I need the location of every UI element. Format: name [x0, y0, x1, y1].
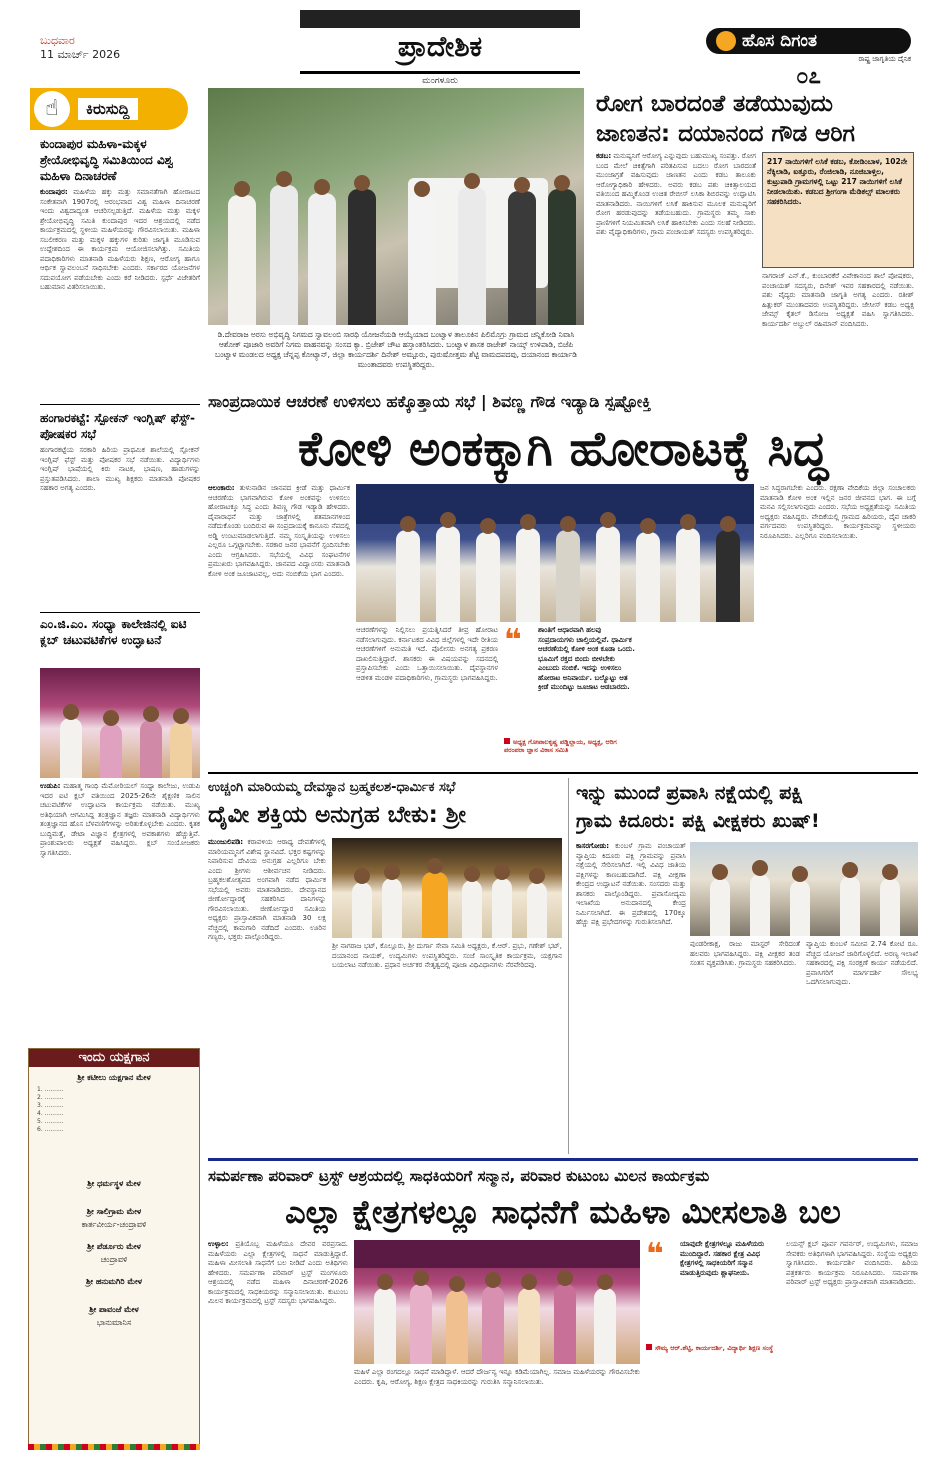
yakshagana-title: ಇಂದು ಯಕ್ಷಗಾನ — [29, 1049, 199, 1067]
top-story-text: ಮನುಷ್ಯನಿಗೆ ಆರೋಗ್ಯ ಎನ್ನುವುದು ಬಹುಮುಖ್ಯ ಸಂಪತ್ತು. ರೋಗ ಬಂದ ಮೇಲೆ ಚಿಕಿತ್ಸೆಗಾಗಿ ಪರಿತಪಿಸುವ ಬದಲು ರೋಗ ಬಾರದಂತೆ ಮುಂಜಾಗ್ರತೆ ವಹಿಸುವುದು ಜಾಣತನ ಎಂದು ಕಡಬ ತಾಲೂಕು ಆರೋಗ್ಯಾಧಿಕಾರಿ ಹೇಳಿದರು. ಅವರು ಕಡಬ ಪಶು ಚಿಕಿತ್ಸಾಲಯದ ವತಿಯಿಂದ ಹಮ್ಮಿಕೊಂಡ ಉಚಿತ ರೇಬೀಸ್ ಲಸಿಕಾ ಶಿಬಿರವನ್ನು ಉದ್ಘಾಟಿಸಿ ಮಾತನಾಡಿದರು. ನಾಯಿಗಳಿಗೆ ಲಸಿಕೆ ಹಾಕಿಸುವ ಮೂಲಕ ಮನುಷ್ಯರಿಗೆ ರೋಗ ಹರಡುವುದನ್ನು ತಡೆಯಬಹುದು. ಗ್ರಾಮಸ್ಥರು ತಮ್ಮ ಸಾಕು ಪ್ರಾಣಿಗಳಿಗೆ ನಿಯಮಿತವಾಗಿ ಲಸಿಕೆ ಹಾಕಿಸಬೇಕು ಎಂದು ಸಲಹೆ ನೀಡಿದರು. ಪಶು ವೈದ್ಯಾಧಿಕಾರಿಗಳು, ಗ್ರಾಮ ಪಂಚಾಯತ್ ಸದಸ್ಯರು ಉಪಸ್ಥಿತರಿದ್ದರು. — [596, 152, 756, 236]
yakshagana-troupe-6: ಶ್ರೀ ಪಾವಂಜೆ ಮೇಳ — [89, 1305, 139, 1314]
bird-headline-2: ಗ್ರಾಮ ಕಿದೂರು: ಪಕ್ಷಿ ವೀಕ್ಷಕರು ಖುಷ್! — [576, 810, 820, 832]
story3-text: ಮಹಾತ್ಮ ಗಾಂಧಿ ಮೆಮೋರಿಯಲ್ ಸಂಧ್ಯಾ ಕಾಲೇಜು, ಉಡುಪಿ ಇದರ ಐಟಿ ಕ್ಲಬ್ ವತಿಯಿಂದ 2025-26ನೇ ಶೈಕ್ಷಣಿಕ ಸಾಲಿನ ಚಟುವಟಿಕೆಗಳ ಉದ್ಘಾಟನಾ ಕಾರ್ಯಕ್ರಮ ನಡೆಯಿತು. ಮುಖ್ಯ ಅತಿಥಿಯಾಗಿ ಆಗಮಿಸಿದ್ದ ತಂತ್ರಜ್ಞಾನ ತಜ್ಞರು ಮಾತನಾಡಿ ವಿದ್ಯಾರ್ಥಿಗಳು ತಂತ್ರಜ್ಞಾನದ ಹೊಸ ಬೆಳವಣಿಗೆಗಳನ್ನು ಅರಿತುಕೊಳ್ಳಬೇಕು ಎಂದರು. ಕೃತಕ ಬುದ್ಧಿಮತ್ತೆ, ಡೇಟಾ ವಿಜ್ಞಾನ ಕ್ಷೇತ್ರಗಳಲ್ಲಿ ಅವಕಾಶಗಳು ಹೆಚ್ಚುತ್ತಿವೆ. ಪ್ರಾಂಶುಪಾಲರು ಅಧ್ಯಕ್ಷತೆ ವಹಿಸಿದ್ದರು. ಕ್ಲಬ್ ಸಂಯೋಜಕರು ಸ್ವಾಗತಿಸಿದರು. — [40, 782, 200, 857]
brand-name: ಹೊಸ ದಿಗಂತ — [742, 31, 817, 51]
bottom-dateline: ಉಳ್ಳಾಲ: — [208, 1240, 229, 1248]
yakshagana-troupe-1: ಶ್ರೀ ಕಟೀಲು ಯಕ್ಷಗಾನ ಮೇಳ — [77, 1073, 151, 1082]
bottom-body-right — [786, 1240, 918, 1450]
lead-body-mid — [356, 626, 498, 768]
quote-mark-icon-2: ❝ — [646, 1237, 664, 1272]
top-story-body-2 — [762, 272, 914, 374]
yakshagana-troupe-2: ಶ್ರೀ ಧರ್ಮಸ್ಥಳ ಮೇಳ — [87, 1179, 141, 1188]
temple-text: ಕರಾವಳಿಯ ಆರಾಧ್ಯ ದೇವತೆಗಳಲ್ಲಿ ಮಾರಿಯಮ್ಮನಿಗೆ ವಿಶೇಷ ಸ್ಥಾನವಿದೆ. ಭಕ್ತರ ಕಷ್ಟಗಳನ್ನು ನಿವಾರಿಸುವ ದೇವಿಯ ಅನುಗ್ರಹ ಎಲ್ಲರಿಗೂ ಬೇಕು ಎಂದು ಶ್ರೀಗಳು ಆಶೀರ್ವಚನ ನೀಡಿದರು. ಬ್ರಹ್ಮಕಲಶೋತ್ಸವದ ಅಂಗವಾಗಿ ನಡೆದ ಧಾರ್ಮಿಕ ಸಭೆಯಲ್ಲಿ ಅವರು ಮಾತನಾಡಿದರು. ದೇವಸ್ಥಾನದ ಜೀರ್ಣೋದ್ಧಾರಕ್ಕೆ ಸಹಕರಿಸಿದ ದಾನಿಗಳನ್ನು ಗೌರವಿಸಲಾಯಿತು. ಜೀರ್ಣೋದ್ಧಾರ ಸಮಿತಿಯ ಅಧ್ಯಕ್ಷರು ಪ್ರಾಸ್ತಾವಿಕವಾಗಿ ಮಾತನಾಡಿ 30 ಲಕ್ಷ ವೆಚ್ಚದಲ್ಲಿ ಕಾಮಗಾರಿ ನಡೆದಿದೆ ಎಂದರು. ಊರಿನ ಗಣ್ಯರು, ಭಕ್ತರು ಪಾಲ್ಗೊಂಡಿದ್ದರು. — [208, 838, 326, 941]
bottom-text-mid: ಮಹಿಳೆ ಎಲ್ಲಾ ರಂಗದಲ್ಲೂ ಸಾಧನೆ ಮಾಡಿದ್ದಾಳೆ. ಆದರೆ ದೌರ್ಜನ್ಯ ಇನ್ನೂ ಕಡಿಮೆಯಾಗಿಲ್ಲ. ಸಮಾಜ ಮಹಿಳೆಯರನ್ನು ಗೌರವಿಸಬೇಕು ಎಂದರು. ಕೃಷಿ, ಆರೋಗ್ಯ, ಶಿಕ್ಷಣ ಕ್ಷೇತ್ರದ ಸಾಧಕಿಯರನ್ನು ಗುರುತಿಸಿ ಸನ್ಮಾನಿಸಲಾಯಿತು. — [354, 1368, 640, 1386]
bird-body — [576, 842, 686, 1154]
yakshagana-troupe-3: ಶ್ರೀ ಸಾಲಿಗ್ರಾಮ ಮೇಳ — [86, 1207, 142, 1216]
bird-body-3 — [806, 940, 918, 1154]
yakshagana-troupe-5: ಶ್ರೀ ಹನುಮಗಿರಿ ಮೇಳ — [86, 1277, 142, 1286]
yakshagana-show-3: ಭಾನುಮಾನಿಸ — [96, 1318, 132, 1327]
story2-title: ಹಂಗಾರಕಟ್ಟೆ: ಸ್ಪೋಕನ್ ಇಂಗ್ಲಿಷ್ ಫೆಸ್ಟ್-ಪೋಷಕರ ಸಭೆ — [40, 411, 195, 441]
vehicle-handover-photo — [208, 88, 584, 325]
yakshagana-list-1: 1. .......... 2. .......... 3. .......... 4. .......... 5. .......... 6. .......... — [37, 1086, 64, 1133]
bottom-text-right: ಲಯನ್ಸ್ ಕ್ಲಬ್ ಪೂರ್ವ ಗವರ್ನರ್, ಉದ್ಯಮಿಗಳು, ಸಮಾಜ ಸೇವಕರು ಅತಿಥಿಗಳಾಗಿ ಭಾಗವಹಿಸಿದ್ದರು. ಸಂಸ್ಥೆಯ ಅಧ್ಯಕ್ಷರು ಸ್ವಾಗತಿಸಿದರು. ಕಾರ್ಯದರ್ಶಿ ವಂದಿಸಿದರು. ಹಿರಿಯ ಪತ್ರಕರ್ತರು ಕಾರ್ಯಕ್ರಮ ನಿರೂಪಿಸಿದರು. ಸಮರ್ಪಣಾ ಪರಿವಾರ್ ಟ್ರಸ್ಟ್ ಅಧ್ಯಕ್ಷರು ಪ್ರಾಸ್ತಾವಿಕವಾಗಿ ಮಾತನಾಡಿದರು. — [786, 1240, 918, 1286]
story3-photo — [40, 668, 200, 778]
date-label: 11 ಮಾರ್ಚ್ 2026 — [40, 48, 121, 61]
city-label: ಮಂಗಳೂರು — [422, 76, 458, 86]
story1-text: ಮಹಿಳೆಯ ಹಕ್ಕು ಮತ್ತು ಸಮಾನತೆಗಾಗಿ ಹೋರಾಟದ ಸಂಕೇತವಾಗಿ 1907ರಲ್ಲಿ ಆರಂಭವಾದ ವಿಶ್ವ ಮಹಿಳಾ ದಿನಾಚರಣೆ ಇಂದು ವಿಶ್ವದಾದ್ಯಂತ ಆಚರಿಸಲ್ಪಡುತ್ತಿದೆ. ಮಹಿಳೆಯ ಮತ್ತು ಮಕ್ಕಳ ಶ್ರೇಯೋಭಿವೃದ್ಧಿ ಸಮಿತಿ ಕುಂದಾಪುರ ಇದರ ಆಶ್ರಯದಲ್ಲಿ ನಡೆದ ಕಾರ್ಯಕ್ರಮದಲ್ಲಿ ಸ್ಥಳೀಯ ಮಹಿಳೆಯರನ್ನು ಗೌರವಿಸಲಾಯಿತು. ಮಹಿಳಾ ಸಬಲೀಕರಣ ಮತ್ತು ಮಕ್ಕಳ ಹಕ್ಕುಗಳ ಕುರಿತು ಜಾಗೃತಿ ಮೂಡಿಸುವ ಉದ್ದೇಶದಿಂದ ಈ ಕಾರ್ಯಕ್ರಮ ಆಯೋಜಿಸಲಾಗಿತ್ತು. ಸಮಿತಿಯ ಪದಾಧಿಕಾರಿಗಳು ಮಾತನಾಡಿ ಮಹಿಳೆಯರು ಶಿಕ್ಷಣ, ಆರೋಗ್ಯ ಹಾಗೂ ಆರ್ಥಿಕ ಸ್ವಾವಲಂಬನೆ ಸಾಧಿಸಬೇಕು ಎಂದರು. ಸರ್ಕಾರದ ಯೋಜನೆಗಳ ಸದುಪಯೋಗ ಪಡೆಯಬೇಕು ಎಂದು ಕರೆ ನೀಡಿದರು. ಸ್ಪರ್ಧೆ ವಿಜೇತರಿಗೆ ಬಹುಮಾನ ವಿತರಿಸಲಾಯಿತು. — [40, 188, 200, 291]
top-headline-1: ರೋಗ ಬಾರದಂತೆ ತಡೆಯುವುದು — [596, 91, 833, 117]
kirusuddi-label: ಕಿರುಸುದ್ದಿ — [78, 98, 138, 120]
story3-body — [40, 782, 200, 1042]
bottom-quote-author-text: ಸೌಮ್ಯ ಆರ್.ಶೆಟ್ಟಿ, ಕಾರ್ಯದರ್ಶಿ, ವಿದ್ಯಾರ್ಥಿ ಶಿಕ್ಷಣ ಸಂಸ್ಥೆ — [655, 1344, 774, 1352]
kirusuddi-banner — [30, 88, 188, 130]
quote-dot-icon — [504, 738, 510, 744]
section-title: ಪ್ರಾದೇಶಿಕ — [300, 30, 580, 74]
temple-dateline: ಮುಂಜುಲಿಪಡಿ: — [208, 838, 244, 846]
lead-text-right: ಜನ ಸಿದ್ಧರಾಗಬೇಕು ಎಂದರು. ರಕ್ಷಣಾ ವೇದಿಕೆಯ ಜಿಲ್ಲಾ ಸಂಚಾಲಕರು ಮಾತನಾಡಿ ಕೋಳಿ ಅಂಕ ಇಲ್ಲಿನ ಜನರ ಜೀವನದ ಭಾಗ. ಈ ಬಗ್ಗೆ ಮನವಿ ಸಲ್ಲಿಸಲಾಗುವುದು ಎಂದರು. ಸಭೆಯ ಅಧ್ಯಕ್ಷತೆಯನ್ನು ಸಮಿತಿಯ ಅಧ್ಯಕ್ಷರು ವಹಿಸಿದ್ದರು. ವೇದಿಕೆಯಲ್ಲಿ ಗ್ರಾಮದ ಹಿರಿಯರು, ದೈವ ಚಾಕರಿ ವರ್ಗದವರು ಉಪಸ್ಥಿತರಿದ್ದರು. ಕಾರ್ಯಕ್ರಮವನ್ನು ಸ್ಥಳೀಯರು ನಿರೂಪಿಸಿದರು. ಎಲ್ಲರಿಗೂ ವಂದಿಸಲಾಯಿತು. — [760, 484, 916, 540]
story2-text: ಹಂಗಾರಕಟ್ಟೆಯ ಸರಕಾರಿ ಹಿರಿಯ ಪ್ರಾಥಮಿಕ ಶಾಲೆಯಲ್ಲಿ ಸ್ಪೋಕನ್ ಇಂಗ್ಲಿಷ್ ಫೆಸ್ಟ್ ಮತ್ತು ಪೋಷಕರ ಸಭೆ ನಡೆಯಿತು. ವಿದ್ಯಾರ್ಥಿಗಳು ಇಂಗ್ಲಿಷ್ ಭಾಷೆಯಲ್ಲಿ ಕಿರು ನಾಟಕ, ಭಾಷಣ, ಹಾಡುಗಳನ್ನು ಪ್ರಸ್ತುತಪಡಿಸಿದರು. ಶಾಲಾ ಮುಖ್ಯ ಶಿಕ್ಷಕರು ಮಾತನಾಡಿ ಪೋಷಕರ ಸಹಕಾರ ಅಗತ್ಯ ಎಂದರು. — [40, 446, 200, 492]
lead-quote-author — [504, 738, 638, 754]
vehicle-photo-caption: ಡಿ.ದೇವರಾಜ ಅರಸು ಅಭಿವೃದ್ಧಿ ನಿಗಮದ ಸ್ವಾವಲಂಬಿ ಸಾರಥಿ ಯೋಜನೆಯಡಿ ಆಯ್ಕೆಯಾದ ಬಂಟ್ವಾಳ ತಾಲೂಕಿನ ಪಿಲಿಮೊಗ್ರು ಗ್ರಾಮದ ಚನ್ನಿಕೋಡಿ ನಿವಾಸಿ ಆಶೋಕ್ ಪೂಜಾರಿ ಅವರಿಗೆ ನಿಗಮ ವಾಹನವನ್ನು ಸಂಸದ ಕ್ಯಾ. ಬ್ರಿಜೇಶ್ ಚೌಟ ಹಸ್ತಾಂತರಿಸಿದರು. ಬಂಟ್ವಾಳ ಶಾಸಕ ರಾಜೇಶ್ ನಾಯ್ಕ್ ಉಳಿಪಾಡಿ, ಬಿಜೆಪಿ ಬಂಟ್ವಾಳ ಮಂಡಲದ ಅಧ್ಯಕ್ಷ ಚೆನ್ನಪ್ಪ ಕೋಟ್ಯಾನ್, ಜಿಲ್ಲಾ ಕಾರ್ಯದರ್ಶಿ ದಿನೇಶ್ ಅಮ್ಟೂರು, ಪುರುಷೋತ್ತಮ ಶೆಟ್ಟಿ ವಾಮದಪದವು, ದಯಾನಂದ ಕಾರ್ಯಾಡಿ ಮುಂತಾದವರು ಉಪಸ್ಥಿತರಿದ್ದರು. — [215, 330, 577, 369]
story3-title: ಎಂ.ಜಿ.ಎಂ. ಸಂಧ್ಯಾ ಕಾಲೇಜಿನಲ್ಲಿ ಐಟಿ ಕ್ಲಬ್ ಚಟುವಟಿಕೆಗಳ ಉದ್ಘಾಟನೆ — [40, 617, 187, 647]
brand-tagline: ರಾಷ್ಟ್ರ ಜಾಗೃತಿಯ ದೈನಿಕ — [858, 55, 911, 63]
bottom-quote-author — [646, 1344, 780, 1352]
awards-photo — [354, 1240, 640, 1364]
temple-photo — [332, 838, 562, 938]
lead-quote: ಶಾಂತಿಗೆ ಆಧಾರವಾಗಿ ಹಲವು ಸಂಪ್ರದಾಯಗಳು ಚಾಲ್ತಿಯಲ್ಲಿವೆ. ಧಾರ್ಮಿಕ ಆಚರಣೆಯಲ್ಲಿ ಕೋಳಿ ಅಂಕ ಕೂಡಾ ಒಂದು. ಭೂಮಿಗೆ ರಕ್ತದ ಬಿಂದು ಬೀಳಬೇಕು ಎಂಬುದು ನಂಬಿಕೆ. ಇದನ್ನು ಉಳಿಸಲು ಹೋರಾಟ ಅನಿವಾರ್ಯ. ಬಲ್ಯೊಟ್ಟು ಆತ ಕ್ರೀಡೆ ಮುಂದಿಟ್ಟು ಜೂಜಾಟ ಆಡಬಾರದು. — [538, 626, 635, 691]
day-label: ಬುಧವಾರ — [40, 34, 75, 47]
lead-dateline: ಆಲಂಕಾರು: — [208, 484, 235, 492]
brand-bar — [706, 28, 911, 54]
bird-dateline: ಕಾಸರಗೋಡು: — [576, 842, 610, 850]
temple-body-2 — [332, 942, 562, 1154]
top-story-text-2: ನಾಗರಾಜ್ ಎನ್.ಕೆ., ಕುಂಬಾರಕೆರೆ ವಿವೇಕಾನಂದ ಶಾಲೆ ಪೋಷಕರು, ಪಂಚಾಯತ್ ಸದಸ್ಯರು, ದಿನೇಶ್ ಇವರ ಸಹಕಾರದಲ್ಲಿ ನಡೆಯಿತು. ಪಶು ವೈದ್ಯರು ಮಾತನಾಡಿ ಜಾಗೃತಿ ಅಗತ್ಯ ಎಂದರು. ರತೀಶ್ ಹಿತ್ಲುಕರ್ ಮುಂತಾದವರು ಉಪಸ್ಥಿತರಿದ್ದರು. ಜೇಸೀಸ್ ಕಡಬ ಅಧ್ಯಕ್ಷ ಜೇಮ್ಸ್ ಕೈತಲ್ ಡಿಸೋಜ ಅಧ್ಯಕ್ಷತೆ ವಹಿಸಿ ಸ್ವಾಗತಿಸಿದರು. ಕಾರ್ಯದರ್ಶಿ ಅಬ್ದುಲ್ ರಹಿಮಾನ್ ವಂದಿಸಿದರು. — [762, 272, 914, 328]
yakshagana-troupe-4: ಶ್ರೀ ಪೆರ್ಡೂರು ಮೇಳ — [87, 1242, 141, 1251]
lead-quote-author-text: ಅಧ್ಯಕ್ಷ ಗೋಪಾಲಕೃಷ್ಣ ಪಡ್ಡಿಲ್ಲಾಯ, ಅಧ್ಯಕ್ಷ, ಆರಿಗ ಪರಂಪರಾ ಜ್ಞಾನ ವಿಕಾಸ ಸಮಿತಿ — [504, 738, 617, 754]
temple-text-2: ಶ್ರೀ ನಾಗರಾಜ ಭಟ್, ಕೊಲ್ಲೂರು, ಶ್ರೀ ದುರ್ಗಾ ಸೇವಾ ಸಮಿತಿ ಅಧ್ಯಕ್ಷರು, ಕೆ.ಆರ್. ಪ್ರಭು, ಗಣೇಶ್ ಭಟ್, ದಯಾನಂದ ನಾಯಕ್, ಉದ್ಯಮಿಗಳು ಉಪಸ್ಥಿತರಿದ್ದರು. ಸಂಜೆ ಸಾಂಸ್ಕೃತಿಕ ಕಾರ್ಯಕ್ರಮ, ಯಕ್ಷಗಾನ ಬಯಲಾಟ ನಡೆಯಿತು. ಪ್ರಧಾನ ಅರ್ಚಕರ ನೇತೃತ್ವದಲ್ಲಿ ಪೂಜಾ ವಿಧಿವಿಧಾನಗಳು ನೆರವೇರಿದವು. — [332, 942, 562, 969]
divider-strip — [208, 1158, 918, 1161]
bird-text-3: ವ್ಯಾಪ್ತಿಯ ಕುಂಬಳೆ ಸಮೀಪ 2.74 ಕೋಟಿ ರೂ. ವೆಚ್ಚದ ಯೋಜನೆ ಜಾರಿಗೊಳ್ಳಲಿದೆ. ಅರಣ್ಯ ಇಲಾಖೆ ಸಹಕಾರದಲ್ಲಿ ಪಕ್ಷಿ ಸಂರಕ್ಷಣೆ ಕಾರ್ಯ ನಡೆಯಲಿದೆ. ಪ್ರವಾಸಿಗರಿಗೆ ಮಾರ್ಗದರ್ಶಿ ಸೌಲಭ್ಯ ಒದಗಿಸಲಾಗುವುದು. — [806, 940, 918, 986]
story1-dateline: ಕುಂದಾಪುರ: — [40, 188, 68, 196]
bird-text-2: ಪುಂಡರೀಕಾಕ್ಷ, ರಾಜು ಮಾಸ್ಟರ್ ಸೇರಿದಂತೆ ಹಲವರು ಭಾಗವಹಿಸಿದ್ದರು. ಪಕ್ಷಿ ವೀಕ್ಷಕರ ತಂಡ ಸಂತಸ ವ್ಯಕ್ತಪಡಿಸಿತು. ಗ್ರಾಮಸ್ಥರು ಸಹಕರಿಸಿದರು. — [690, 940, 800, 967]
bottom-quote-box — [646, 1237, 780, 1370]
vaccination-box — [762, 152, 914, 268]
yakshagana-box — [28, 1048, 200, 1448]
story3-dateline: ಉಡುಪಿ: — [40, 782, 61, 790]
yakshagana-border — [28, 1444, 200, 1450]
page-number: ೦೭ — [796, 64, 821, 89]
bottom-body — [208, 1240, 348, 1450]
bottom-quote: ಯಾವುದೇ ಕ್ಷೇತ್ರಗಳಲ್ಲೂ ಮಹಿಳೆಯರು ಮುಂದಿದ್ದಾರೆ. ಸಹಕಾರ ಕ್ಷೇತ್ರ ವಿವಿಧ ಕ್ಷೇತ್ರಗಳಲ್ಲಿ ಸಾಧಕಿಯರಿಗೆ ಸನ್ಮಾನ ಮಾಡುತ್ತಿರುವುದು ಶ್ಲಾಘನೀಯ. — [680, 1240, 765, 1277]
bottom-text: ಪ್ರತಿಯೊಬ್ಬ ಮಹಿಳೆಯೂ ದೇವರ ವರಪ್ರಸಾದ. ಮಹಿಳೆಯರು ಎಲ್ಲಾ ಕ್ಷೇತ್ರಗಳಲ್ಲಿ ಸಾಧನೆ ಮಾಡುತ್ತಿದ್ದಾರೆ. ಮಹಿಳಾ ಮೀಸಲಾತಿ ಸಾಧನೆಗೆ ಬಲ ನೀಡಿದೆ ಎಂದು ಅತಿಥಿಗಳು ಹೇಳಿದರು. ಸಮರ್ಪಣಾ ಪರಿವಾರ್ ಟ್ರಸ್ಟ್ ಮಂಗಳೂರು ಆಶ್ರಯದಲ್ಲಿ ನಡೆದ ಮಹಿಳಾ ದಿನಾಚರಣೆ-2026 ಕಾರ್ಯಕ್ರಮದಲ್ಲಿ ಸಾಧಕಿಯರನ್ನು ಸನ್ಮಾನಿಸಲಾಯಿತು. ಕುಟುಂಬ ಮಿಲನ ಕಾರ್ಯಕ್ರಮದಲ್ಲಿ ಟ್ರಸ್ಟ್ ಸದಸ್ಯರು ಭಾಗವಹಿಸಿದ್ದರು. — [208, 1240, 348, 1305]
brand-logo-icon — [716, 31, 736, 51]
lead-body-right — [760, 484, 916, 768]
vaccination-box-text: 217 ನಾಯಿಗಳಿಗೆ ಲಸಿಕೆ ಕಡಬ, ಕೋಡಿಂಬಾಳ, 102ನೇ ನೆಕ್ಕಿಲಾಡಿ, ಐತ್ತೂರು, ರೆಂಜಿಲಾಡಿ, ನೂಜಿಬಾಳ್ತಿಲ, ಕುಟ್ರುಪಾಡಿ ಗ್ರಾಮಗಳಲ್ಲಿ ಒಟ್ಟು 217 ನಾಯಿಗಳಿಗೆ ಲಸಿಕೆ ನೀಡಲಾಯಿತು. ಕಡಬದ ಶ್ರೀಗಂಗಾ ಮೆಡಿಕಲ್ಸ್ ಮಾಲಕರು ಸಹಕರಿಸಿದರು. — [767, 157, 908, 206]
yakshagana-show-1: ಕಾರ್ತವೀರ್ಯ-ಚಂದ್ರಾವಳಿ — [81, 1220, 147, 1229]
yakshagana-show-2: ಚಂದ್ರಾವಳಿ — [100, 1255, 128, 1264]
meeting-photo — [356, 484, 754, 622]
lead-headline: ಕೋಳಿ ಅಂಕಕ್ಕಾಗಿ ಹೋರಾಟಕ್ಕೆ ಸಿದ್ಧ — [298, 421, 828, 477]
top-story-dateline: ಕಡಬ: — [596, 152, 612, 160]
top-headline-2: ಜಾಣತನ: ದಯಾನಂದ ಗೌಡ ಆರಿಗ — [596, 121, 855, 147]
lead-body-left — [208, 484, 350, 768]
masthead — [706, 28, 911, 88]
quote-dot-icon-2 — [646, 1344, 652, 1350]
top-story-body — [596, 152, 756, 374]
bottom-kicker: ಸಮರ್ಪಣಾ ಪರಿವಾರ್ ಟ್ರಸ್ಟ್ ಆಶ್ರಯದಲ್ಲಿ ಸಾಧಕಿಯರಿಗೆ ಸನ್ಮಾನ, ಪರಿವಾರ ಕುಟುಂಬ ಮಿಲನ ಕಾರ್ಯಕ್ರಮ — [208, 1167, 710, 1185]
bird-body-2 — [690, 940, 800, 1154]
story1-body — [40, 188, 200, 400]
story2-body — [40, 446, 200, 608]
temple-kicker: ಉಚ್ಚಂಗಿ ಮಾರಿಯಮ್ಮ ದೇವಸ್ಥಾನ ಬ್ರಹ್ಮಕಲಶ-ಧಾರ್ಮಿಕ ಸಭೆ — [208, 780, 456, 795]
lead-text-mid: ಆಚರಣೆಗಳನ್ನು ನಿಲ್ಲಿಸಲು ಪ್ರಯತ್ನಿಸಿದರೆ ತೀವ್ರ ಹೋರಾಟ ನಡೆಸಲಾಗುವುದು. ಕರ್ನಾಟಕದ ವಿವಿಧ ಜಿಲ್ಲೆಗಳಲ್ಲಿ ಇದೇ ರೀತಿಯ ಆಚರಣೆಗಳಿಗೆ ಅನುಮತಿ ಇದೆ. ಪೊಲೀಸರು ಅನಗತ್ಯ ಪ್ರಕರಣ ದಾಖಲಿಸುತ್ತಿದ್ದಾರೆ. ಶಾಸಕರು ಈ ವಿಷಯವನ್ನು ಸದನದಲ್ಲಿ ಪ್ರಸ್ತಾಪಿಸಬೇಕು ಎಂದು ಒತ್ತಾಯಿಸಲಾಯಿತು. ದೈವಸ್ಥಾನಗಳ ಆಡಳಿತ ಮಂಡಳಿ ಪದಾಧಿಕಾರಿಗಳು, ಗ್ರಾಮಸ್ಥರು ಭಾಗವಹಿಸಿದ್ದರು. — [356, 626, 498, 682]
bottom-body-mid — [354, 1368, 640, 1450]
bird-text: ಕುಂಬಳೆ ಗ್ರಾಮ ಪಂಚಾಯತ್ ವ್ಯಾಪ್ತಿಯ ಕಿದೂರು ಪಕ್ಷಿ ಗ್ರಾಮವನ್ನು ಪ್ರವಾಸಿ ನಕ್ಷೆಯಲ್ಲಿ ಸೇರಿಸಲಾಗಿದೆ. ಇಲ್ಲಿ ವಿವಿಧ ಜಾತಿಯ ಪಕ್ಷಿಗಳನ್ನು ಕಾಣಬಹುದಾಗಿದೆ. ಪಕ್ಷಿ ವೀಕ್ಷಣಾ ಕೇಂದ್ರದ ಉದ್ಘಾಟನೆ ನಡೆಯಿತು. ಸಂಸದರು ಮತ್ತು ಶಾಸಕರು ಪಾಲ್ಗೊಂಡಿದ್ದರು. ಪ್ರವಾಸೋದ್ಯಮ ಇಲಾಖೆಯ ಅನುದಾನದಲ್ಲಿ ಕೇಂದ್ರ ನಿರ್ಮಿಸಲಾಗಿದೆ. ಈ ಪ್ರದೇಶದಲ್ಲಿ 170ಕ್ಕೂ ಹೆಚ್ಚು ಪಕ್ಷಿ ಪ್ರಭೇದಗಳನ್ನು ಗುರುತಿಸಲಾಗಿದೆ. — [576, 842, 686, 926]
pointing-hand-icon: ☝ — [34, 91, 70, 127]
lead-text-left: ತುಳುನಾಡಿನ ಜಾನಪದ ಕ್ರೀಡೆ ಮತ್ತು ಧಾರ್ಮಿಕ ಆಚರಣೆಯ ಭಾಗವಾಗಿರುವ ಕೋಳಿ ಅಂಕವನ್ನು ಉಳಿಸಲು ಹೋರಾಟಕ್ಕೂ ಸಿದ್ಧ ಎಂದು ಶಿವಣ್ಣ ಗೌಡ ಇಡ್ಯಾಡಿ ಹೇಳಿದರು. ದೈವಾರಾಧನೆ ಮತ್ತು ಜಾತ್ರೆಗಳಲ್ಲಿ ಶತಮಾನಗಳಿಂದ ನಡೆದುಕೊಂಡು ಬಂದಿರುವ ಈ ಸಂಪ್ರದಾಯಕ್ಕೆ ಕಾನೂನು ನೆಪದಲ್ಲಿ ಅಡ್ಡಿ ಉಂಟುಮಾಡಲಾಗುತ್ತಿದೆ. ನಮ್ಮ ಸಂಸ್ಕೃತಿಯನ್ನು ಉಳಿಸಲು ಎಲ್ಲರೂ ಒಗ್ಗಟ್ಟಾಗಬೇಕು. ಸರಕಾರ ಜನರ ಭಾವನೆಗೆ ಸ್ಪಂದಿಸಬೇಕು ಎಂದು ಆಗ್ರಹಿಸಿದರು. ಸಭೆಯಲ್ಲಿ ವಿವಿಧ ಸಂಘಟನೆಗಳ ಪ್ರಮುಖರು ಭಾಗವಹಿಸಿದ್ದರು. ಜಾನಪದ ವಿದ್ವಾಂಸರು ಮಾತನಾಡಿ ಕೋಳಿ ಅಂಕ ಜೂಜಾಟವಲ್ಲ, ಅದು ನಂಬಿಕೆಯ ಭಾಗ ಎಂದರು. — [208, 484, 350, 578]
quote-mark-icon: ❝ — [504, 623, 522, 658]
temple-body — [208, 838, 326, 1154]
bottom-headline: ಎಲ್ಲಾ ಕ್ಷೇತ್ರಗಳಲ್ಲೂ ಸಾಧನೆಗೆ ಮಹಿಳಾ ಮೀಸಲಾತಿ ಬಲ — [285, 1193, 841, 1231]
temple-headline: ದೈವೀ ಶಕ್ತಿಯ ಅನುಗ್ರಹ ಬೇಕು: ಶ್ರೀ — [208, 802, 467, 828]
date-block — [40, 34, 200, 76]
bird-photo — [690, 842, 918, 936]
lead-kicker: ಸಾಂಪ್ರದಾಯಿಕ ಆಚರಣೆ ಉಳಿಸಲು ಹಕ್ಕೊತ್ತಾಯ ಸಭೆ | ಶಿವಣ್ಣ ಗೌಡ ಇಡ್ಯಾಡಿ ಸ್ಪಷ್ಟೋಕ್ತಿ — [208, 392, 652, 411]
bird-headline-1: ಇನ್ನು ಮುಂದೆ ಪ್ರವಾಸಿ ನಕ್ಷೆಯಲ್ಲಿ ಪಕ್ಷಿ — [576, 782, 804, 804]
lead-quote-box — [504, 623, 638, 768]
story1-title: ಕುಂದಾಪುರ ಮಹಿಳಾ-ಮಕ್ಕಳ ಶ್ರೇಯೋಭಿವೃದ್ಧಿ ಸಮಿತಿಯಿಂದ ವಿಶ್ವ ಮಹಿಳಾ ದಿನಾಚರಣೆ — [40, 137, 174, 183]
